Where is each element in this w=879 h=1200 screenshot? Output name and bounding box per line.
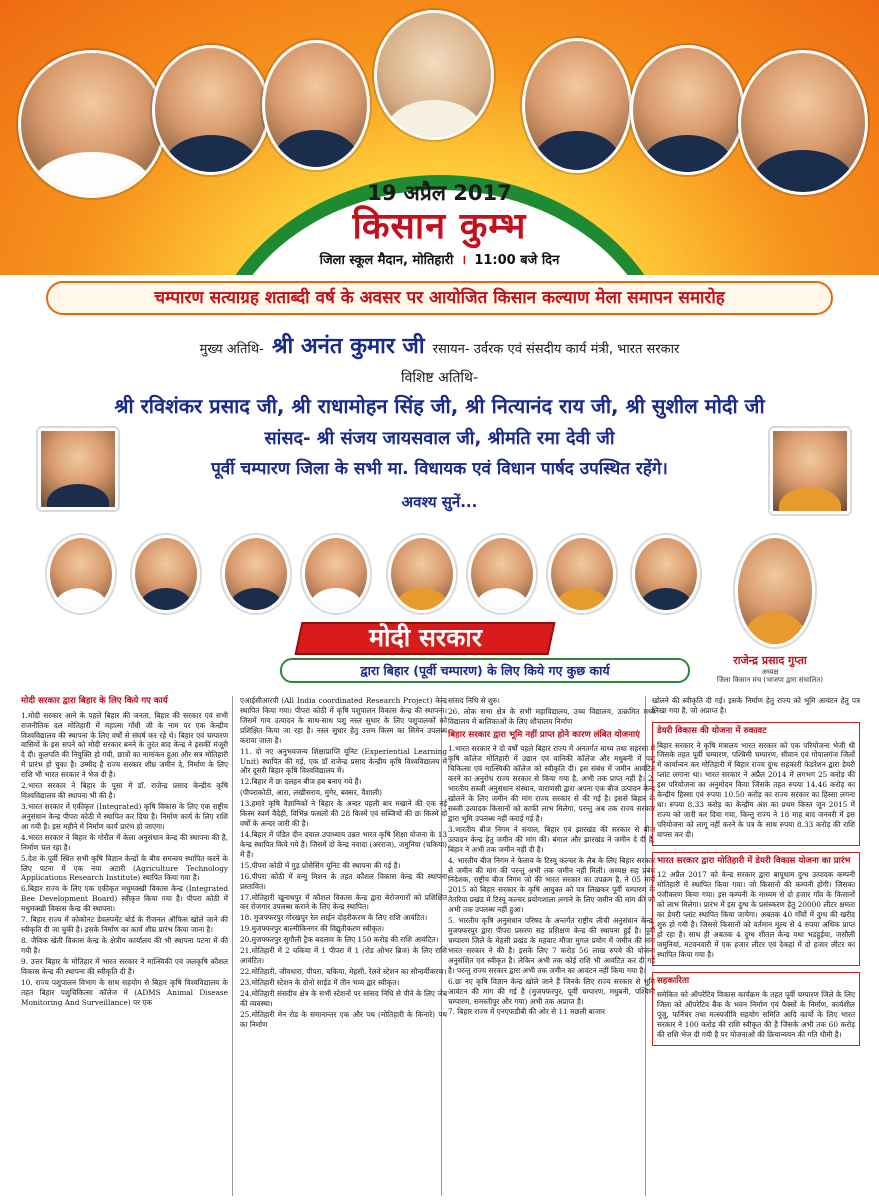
- col2-paragraph: 25.मोतिहारी मेन रोड के समानान्तर एक और पथ (मोतिहारी के किनारे) पथ का निर्माण: [240, 1009, 447, 1029]
- col3-paragraph: 6.छः नए कृषि विज्ञान केन्द्र खोले जाने हैं जिनके लिए राज्य सरकार से भूमि आवंटन की मांग की गई है (मुजफ्फरपुर, पूर्वी चम्पारण, मधुबनी, पश्चिमी चम्पारण, समस्तीपुर और गया) अभी तक अप्राप्त है।: [448, 976, 655, 1006]
- modi-sarkar-banner: [280, 622, 690, 685]
- col3-paragraph: 7. बिहार राज्य में एनएफडीबी की ओर से 11 मछली बाजार: [448, 1007, 606, 1017]
- dairy-obstacle-box: [652, 722, 860, 846]
- column-3: [448, 696, 655, 1018]
- speaker-portrait-4: [302, 535, 370, 613]
- modi-sarkar-subtitle: द्वारा बिहार (पूर्वी चम्पारण) के लिए किये गए कुछ कार्य: [280, 658, 690, 683]
- president-role: अध्यक्ष: [761, 668, 779, 676]
- speaker-portrait-7: [548, 535, 616, 613]
- speaker-portrait-9: [735, 535, 815, 647]
- col2-paragraph: 17.मोतिहारी खुनाथपुर में कौशल विकास केन्द्र द्वारा बेरोजगारों को प्रशिक्षित कर रोजगार उपलब्ध कराने के लिए केन्द्र स्थापित।: [240, 892, 447, 912]
- modi-sarkar-title-text: मोदी सरकार: [368, 623, 482, 652]
- president-org: जिला किसान मंच (भाजपा द्वारा संचालित): [716, 676, 824, 685]
- col3-paragraph: 3.भारतीय बीज निगम ने संयाल, बिहार एवं झारखंड की सरकार से बीज उत्पादन केन्द्र हेतु जमीन की मांग की। बंगाल और झारखंड ने जमीन दे दी है, बिहार ने अभी तक जमीन नहीं दी है।: [448, 824, 655, 854]
- dairy-start-box: [652, 852, 860, 966]
- mla-line: पूर्वी चम्पारण जिला के सभी मा. विधायक एवं विधान पार्षद उपस्थित रहेंगे।: [211, 459, 668, 479]
- cooperative-heading: सहकारिता: [657, 975, 690, 986]
- leader-portrait-3: [262, 40, 370, 170]
- col2-paragraph: 20.मुजफ्फरपुर सुगौली ट्रैक बदलाव के लिए 150 करोड़ की राशि आवंटित।: [240, 935, 439, 945]
- leader-portrait-4: [522, 38, 632, 173]
- speaker-portrait-6: [468, 535, 536, 613]
- leader-portrait-5: [630, 45, 745, 175]
- venue-line: [0, 250, 879, 268]
- column-4: [652, 696, 860, 1046]
- leader-portrait-1: [18, 50, 166, 198]
- col2-paragraph: 15.पीपरा कोठी में गुड़ प्रोसेसिंग यूनिट की स्थापना की गई है।: [240, 860, 401, 870]
- col3-paragraph: 4. भारतीय बीज निगम ने फेलाव के टिस्यू कल्चर के लैब के लिए बिहार सरकार से जमीन की मांग की परन्तु अभी तक जमीन नहीं मिली। अध्यक्ष सह प्रबंध निदेशक, राष्ट्रीय बीज निगम जो की भारत सरकार का उपक्रम है, ने 05 मार्च 2015 को बिहार सरकार के कृषि आयुक्त को पत्र लिखकर पूर्वी चम्पारण के तेतरिया प्रखंड में टिस्यू कल्चर प्रयोगशाला लगाने के लिए जमीन की मांग की जो अभी तक उपलब्ध नहीं हुआ।: [448, 855, 655, 915]
- column-2: [240, 696, 447, 1031]
- listen-line: अवश्य सुनें...: [401, 493, 478, 511]
- announcement-banner: चम्पारण सत्याग्रह शताब्दी वर्ष के अवसर पर आयोजित किसान कल्याण मेला समापन समारोह: [46, 281, 833, 315]
- col1-paragraph: 10. राज्य पशुपालन विभाग के साथ सहयोग से बिहार कृषि विश्वविद्यालय के तहत बिहार पशुचिकित्सा कॉलेज में (ADMS Animal Disease Monitoring And Surveillance) पर एक: [21, 977, 228, 1007]
- mp-portrait-left: [38, 428, 118, 510]
- leader-portrait-2: [152, 45, 270, 175]
- speaker-portrait-1: [47, 535, 115, 613]
- col2-paragraph: 16.पीपरा कोठी में वन्यु मिशन के तहत कौशल विकास केन्द्र की स्थापना प्रस्तावित।: [240, 871, 447, 891]
- col3-paragraph: सांसद निधि से शुरु।: [448, 696, 500, 705]
- col1-paragraph: 2.भारत सरकार ने बिहार के पूसा में डॉ. राजेन्द्र प्रसाद केन्द्रीय कृषि विश्वविद्यालय की स्थापना भी की है।: [21, 781, 228, 801]
- col2-paragraph: 23.मोतिहारी स्टेशन के दोनो साईड में तीन भव्य द्वार स्वीकृत।: [240, 977, 400, 987]
- col3-paragraph: 26. लोक सभा क्षेत्र के सभी महाविद्यालय, उच्च विद्यालय, उत्क्रमित मध्य विद्यालय में बालिकाओं के लिए शौचालय निर्माण: [448, 706, 655, 726]
- leader-portrait-6: [738, 50, 868, 195]
- mp-portrait-right: [770, 428, 850, 514]
- column-divider-1: [232, 696, 233, 1196]
- event-date: 19 अप्रैल 2017: [367, 181, 512, 205]
- col1-heading: मोदी सरकार द्वारा बिहार के लिए किये गए कार्य: [21, 696, 168, 706]
- col2-paragraph: 11. दो नए अनुभवजन्य शिक्षाप्राप्ति यूनिट (Experiential Learning Unit) स्थापित की गई, एक डॉ राजेन्द्र प्रसाद केन्द्रीय कृषि विश्वविद्यालय में और दूसरी बिहार कृषि विश्वविद्यालय में।: [240, 746, 447, 776]
- col1-paragraph: 4.भारत सरकार ने बिहार के गोरौल में केला अनुसंधान केन्द्र की स्थापना की है, निर्माण चल रहा है।: [21, 832, 228, 852]
- col1-paragraph: 6.बिहार राज्य के लिए एक एकीकृत मधुमक्खी विकास केन्द्र (Integrated Bee Development Board) स्वीकृत किया गया है। पीपरा कोठी में मधुमक्खी विकास केन्द्र की स्थापना।: [21, 884, 228, 914]
- speaker-portrait-2: [132, 535, 200, 613]
- speaker-portrait-5: [388, 535, 456, 613]
- cooperative-text: समेकित को ऑपरेटिव विकास कार्यक्रम के तहत पूर्वी चम्पारण जिले के लिए जिला को ऑपरेटिव बैंक के भवन निर्माण एवं पैक्सों के निर्माण, कार्यशील पूंजु, फर्निचर तथा मत्स्यजीवि सहयोग समिति आदि कार्यो के लिए भारत सरकार ने 100 करोड़ की राशि स्वीकृत की है जिसके अभी तक 60 करोड़ की राशि भेज दी गयी है पर योजनाओं की क्रियान्वयन की गति धीमी है।: [657, 990, 855, 1040]
- dairy-obstacle-heading: डेयरी विकास की योजना में रुकावट: [657, 725, 767, 736]
- col2-paragraph: 22.मोतिहारी, जीवधारा, पीपरा, चकिया, मेहसी, रेलवे स्टेशन का सौन्दर्यीकरण।: [240, 966, 447, 976]
- cooperative-box: [652, 972, 860, 1046]
- col3-heading: बिहार सरकार द्वारा भूमि नहीं प्राप्त होने कारण लंबित योजनाएं: [448, 729, 640, 740]
- dairy-start-text: 12 अप्रैल 2017 को केन्द्र सरकार द्वारा बापूधाम दुग्ध उत्पादक कम्पनी मोतिहारी में स्थापित किया गया। जो किसानों की कम्पनी होगी। जिसका पंजीकरण किया गया। इस कम्पनी के माध्यम से दो हजार गाँव के किसानों को लाभ मिलेगा। प्रारंभ में इस दुग्ध के प्रसंस्करण हेतु 20000 लीटर क्षमता का डेयरी प्लांट स्थापित किया जायेगा। अबतक 40 गाँवों में दुग्ध की खरीद शुरु हो गयी है। जिससे किसानों को वर्तमान मूल्य से 4 रुपया अधिक प्राप्त हो रहा है। साथ ही अबतक 4 दुग्ध शीतल केन्द्र यथा भडहुईया, जसौली जमुनियां, मटवनवारी में एक हजार लीटर एवं देकहां में दो हजार लीटर का स्थापित किया गया है।: [657, 870, 855, 959]
- special-guest-names: श्री रविशंकर प्रसाद जी, श्री राधामोहन सिंह जी, श्री नित्यानंद राय जी, श्री सुशील मोदी जी: [114, 394, 765, 418]
- modi-sarkar-title: [294, 622, 555, 655]
- col1-paragraph: 7. बिहार राज्य में कोकोनट डेवलपमेंट बोर्ड के रीजनल ऑफिस खोले जाने की स्वीकृति दी जा चुकी है। इसके निर्माण का कार्य शीघ्र प्रारंभ किया जाना है।: [21, 915, 228, 935]
- president-role-block: [700, 668, 840, 685]
- speaker-portrait-3: [222, 535, 290, 613]
- event-title: किसान कुम्भ: [352, 205, 527, 247]
- col1-paragraph: 1.मोदी सरकार आने के पहले बिहार की जनता, बिहार की सरकार एवं सभी राजनीतिक दल मोतिहारी में महात्मा गाँधी जी के नाम पर एक केन्द्रीय विश्वविद्यालय की स्थापना के लिए वर्षों से संघर्ष कर रहे थे। बिहार एवं चम्पारण वासियों के इस सपने को मोदी सरकार बनने के तुरंत बाद केन्द्र ने इसकी मंजूरी दे दी। कुलपति की नियुक्ति हो गयी, छात्रों का नामांकन हुआ और सत्र मोतिहारी में प्रारंभ हो चुका है। उम्मीद है राज्य सरकार शीघ्र जमीन दे, निर्माण के लिए राशि भी भारत सरकार ने भेज दी है।: [21, 710, 228, 780]
- col2-paragraph: 24.मोतिहारी संसदीय क्षेत्र के सभी स्टेशनों पर सांसद निधि से पीने के लिए जेब की व्यवस्था।: [240, 988, 447, 1008]
- dairy-obstacle-text: बिहार सरकार ने कृषि मंत्रालय भारत सरकार को एक परियोजना भेजी थी जिसके तहत पूर्वी चम्पारण, पश्चिमी चम्पारण, सीवान एवं गोपालगंज जिलों में कार्यान्वन कर मोतिहारी में बिहार राज्य दुग्ध सहकारी फेडरेशन द्वारा डेयरी प्लांट लगाना था। भारत सरकार ने अप्रैल 2014 में लगभग 25 करोड़ की इस परियोजना का अनुमोदन किया जिसके तहत रुपया 14.46 करोड़ का केन्द्रीय हिस्सा एवं रुपया 10.50 करोड़ का राज्य सरकार का हिस्सा लगना था। रुपया 8.33 करोड़ का केन्द्रीय अंश का प्रथम किस्त जून 2015 में राज्य को जारी कर दिया गया, किन्तु राज्य ने 18 माह बाद जनवरी में इस परियोजना को लागू नहीं करने के पत्र के साथ रुपया 8.33 करोड़ की राशि वापस कर दी।: [657, 740, 855, 839]
- event-time: 11:00 बजे दिन: [474, 253, 560, 268]
- col2-paragraph: 14.बिहार में पंडित दीन दयाल उपाध्याय उन्नत भारत कृषि शिक्षा योजना के 13 केन्द्र स्थापित किये गये हैं। जिसमें दो केन्द्र नवादा (अरराज), जमुनिया (चकिया) में हैं।: [240, 829, 447, 859]
- col2-paragraph: 18. मुजफ्फरपुर गोरखपुर रेल लाईन दोहरीकरण के लिए राशि आवंटित।: [240, 913, 428, 923]
- chief-guest-line: [0, 330, 879, 360]
- speaker-portrait-8: [632, 535, 700, 613]
- col4-intro: खोलने की स्वीकृति दी गई। इसके निर्माण हेतु राज्य को भूमि आवंटन हेतु पत्र लिखा गया है, जो अप्राप्त है।: [652, 696, 860, 715]
- chief-guest-label: मुख्य अतिथि-: [199, 342, 264, 357]
- column-1: [21, 696, 228, 1008]
- col2-paragraph: (पीपराकोठी, आरा, लखीसराय, मुंगेर, बक्सर, वैशाली): [240, 788, 382, 798]
- col2-paragraph: एआईसीआरपी (All India coordinated Research Project) केन्द्र स्थापित किया गया। पीपरा कोठी में कृषि पशुपालन विकास केन्द्र की स्थापना। जिसमें गाय उत्पादन के साथ-साथ पशु नस्ल सुधार के लिए पशुपालकों को प्रशिक्षित किया जा रहा है। नस्ल सुधार हेतु उत्तम किस्म का सिमेन उपलब्ध कराया जाता है।: [240, 696, 447, 745]
- chief-guest-name: श्री अनंत कुमार जी: [271, 334, 425, 359]
- col2-paragraph: 13.हमारे कृषि वैज्ञानिकों ने बिहार के अन्दर पहली बार मखाने की एक नई किस्म स्वर्ण वैदेही, विभिन्न फसलों की 28 किस्में एवं सब्जियों की छः किस्में दो वर्षों के अन्दर जारी की है।: [240, 799, 447, 829]
- col1-paragraph: 8. जैविक खेती विकास केन्द्र के क्षेत्रीय कार्यालय की भी स्थापना पटना में की गयी है।: [21, 935, 228, 955]
- col2-paragraph: 21.मोतिहारी में 2 चकिया में 1 पीपरा में 1 (रोड ओभर ब्रिज) के लिए राशि आवंटित।: [240, 946, 447, 966]
- mps-line: सांसद- श्री संजय जायसवाल जी, श्रीमति रमा देवी जी: [264, 428, 615, 449]
- col1-paragraph: 3.भारत सरकार में एकीकृत (Integrated) कृषि विकास के लिए एक राष्ट्रीय अनुसंधान केन्द्र पीपरा कोठी में स्थापित कर दिया है। निर्माण कार्य के लिए राशि आ गयी है। इस महीने में निर्माण कार्य प्रारंभ हो जाएगा।: [21, 801, 228, 831]
- dairy-start-heading: भारत सरकार द्वारा मोतिहारी में डेयरी विकास योजना का प्रारंभ: [657, 855, 851, 866]
- col2-paragraph: 12.बिहार में छः दलहन बीज हब बनाए गये हैं।: [240, 777, 362, 787]
- col1-paragraph: 9. उत्तर बिहार के मोतिहार में भारत सरकार ने मात्स्यिकी एवं जलकृषि कौशल विकास केन्द्र की स्थापना की स्वीकृति दी है।: [21, 956, 228, 976]
- special-guest-label: विशिष्ट अतिथि-: [400, 370, 479, 386]
- col3-paragraph: 5. भारतीय कृषि अनुसंधान परिषद के अन्तर्गत राष्ट्रीय लीची अनुसंधान केन्द्र, मुजफ्फरपुर द्वारा पीपरा प्रसरण सह प्रशिक्षण केन्द्र की स्थापना हुई है। पूर्वी चम्पारण जिले के मेहसी प्रखंड के महवाट मौजा मुगल प्रयोग में जमीन की मांग भारत सरकार ने की है। इसके लिए 7 करोड़ 56 लाख रुपये की योजना अनुसंशित एवं स्वीकृत है। लेकिन अभी तक कोई राशि भी आवंटित कर दी गई है। परन्तु राज्य सरकार द्वारा अभी तक जमीन का आवंटन नहीं किया गया है।: [448, 916, 655, 975]
- venue: जिला स्कूल मैदान, मोतिहारी: [319, 253, 454, 268]
- chief-guest-post: रसायन- उर्वरक एवं संसदीय कार्य मंत्री, भारत सरकार: [432, 342, 680, 357]
- gandhi-portrait: [374, 10, 494, 140]
- president-name: राजेन्द्र प्रसाद गुप्ता: [733, 654, 807, 667]
- venue-separator: ।: [461, 253, 467, 268]
- col1-paragraph: 5.देश के पूर्वी स्थित सभी कृषि विज्ञान केन्द्रों के बीच समन्वय स्थापित करने के लिए पटना में एक नया अटारी (Agriculture Technology Applications Research Institute) स्थापित किया गया है।: [21, 853, 228, 883]
- col2-paragraph: 19.मुजफ्फरपुर बाल्मीकिनगर की विद्युतीकरण स्वीकृत।: [240, 924, 385, 934]
- col3-paragraph: 1.भारत सरकार ने दो वर्षों पहले बिहार राज्य में अनतर्गत माध्य तथा सहरसा में कृषि कॉलेज मोतिहारी में उद्यान एवं वानिकी कॉलेज और मधुबनी में पशु चिकित्सा एवं मात्स्यिकी कॉलेज को स्वीकृति दी। इस संबंध में जमीन आवंटित करने का अनुरोध राज्य सरकार से किया गया है, अभी तक प्राप्त नहीं है। 2. भारतीय सब्जी अनुसंधान संस्थान, वाराणसी द्वारा अपना एक बीज उत्पादन केन्द्र खोलने के लिए जमीन की मांग राज्य सरकार से की गई है। इससे बिहार के सब्जी उत्पादक किसानों को काफी लाभ मिलेगा, परन्तु अब तक राज्य सरकार द्वारा भूमि उपलब्ध नहीं कराई गई है।: [448, 744, 655, 823]
